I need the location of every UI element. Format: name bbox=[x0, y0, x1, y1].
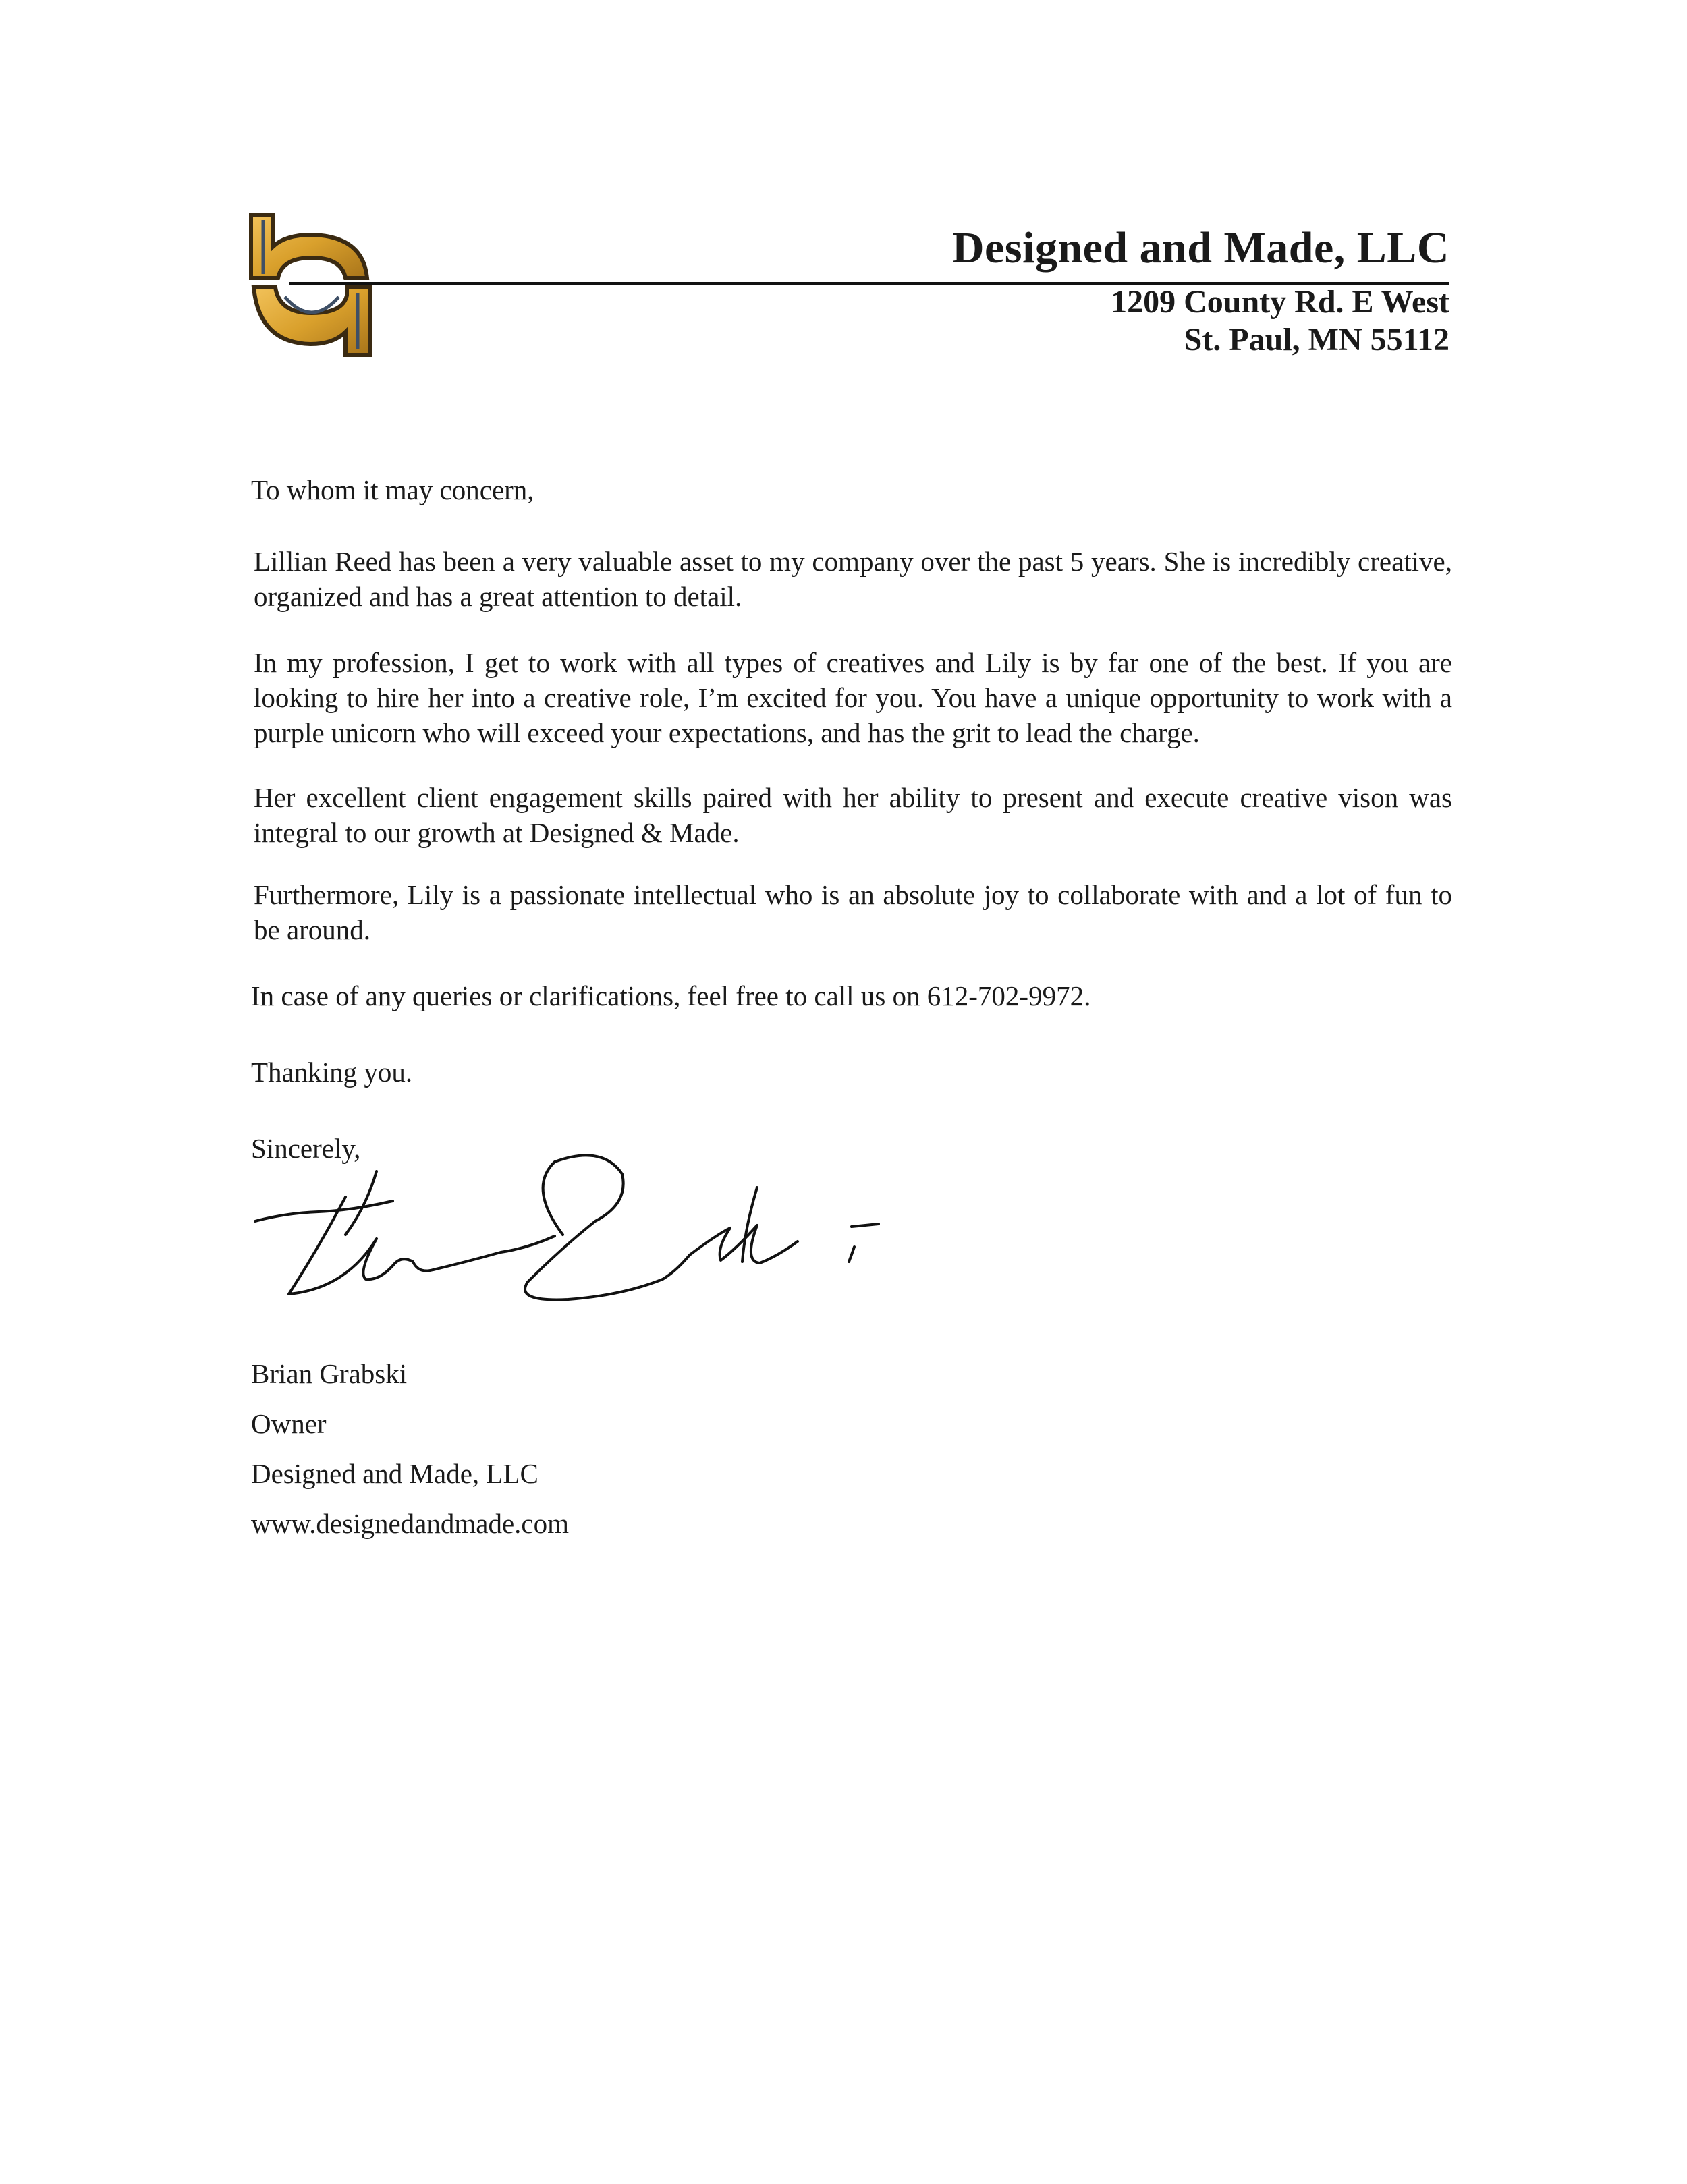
signature-icon bbox=[244, 1147, 906, 1322]
signer-name: Brian Grabski bbox=[251, 1358, 408, 1389]
company-address bbox=[1111, 283, 1449, 359]
signer-company: Designed and Made, LLC bbox=[251, 1458, 538, 1489]
paragraph-4: Furthermore, Lily is a passionate intellectual who is an absolute joy to collaborate with and a lot of fun to be around. bbox=[254, 879, 1452, 945]
address-line-city: St. Paul, MN 55112 bbox=[1184, 322, 1449, 358]
signer-title: Owner bbox=[251, 1408, 327, 1439]
signer-website: www.designedandmade.com bbox=[251, 1508, 569, 1539]
paragraph-2: In my profession, I get to work with all types of creatives and Lily is by far one of the best. If you are looking to hire her into a creative role, I’m excited for you. You have a unique opportunity to work with a purple unicorn who will exceed your expectations, and has the grit to lead the charge. bbox=[254, 647, 1452, 748]
salutation: To whom it may concern, bbox=[251, 474, 534, 505]
paragraph-5: In case of any queries or clarifications, feel free to call us on 612-702-9972. bbox=[251, 980, 1091, 1011]
paragraph-3: Her excellent client engagement skills paired with her ability to present and execute creative vison was integral to our growth at Designed & Made. bbox=[254, 782, 1452, 848]
closing: Sincerely, bbox=[251, 1133, 361, 1164]
thanks-line: Thanking you. bbox=[251, 1057, 413, 1088]
company-name: Designed and Made, LLC bbox=[951, 223, 1449, 273]
company-logo-icon bbox=[244, 212, 377, 363]
address-line-street: 1209 County Rd. E West bbox=[1111, 284, 1449, 320]
paragraph-1: Lillian Reed has been a very valuable asset to my company over the past 5 years. She is incredibly creative, organized and has a great attention to detail. bbox=[254, 546, 1452, 612]
